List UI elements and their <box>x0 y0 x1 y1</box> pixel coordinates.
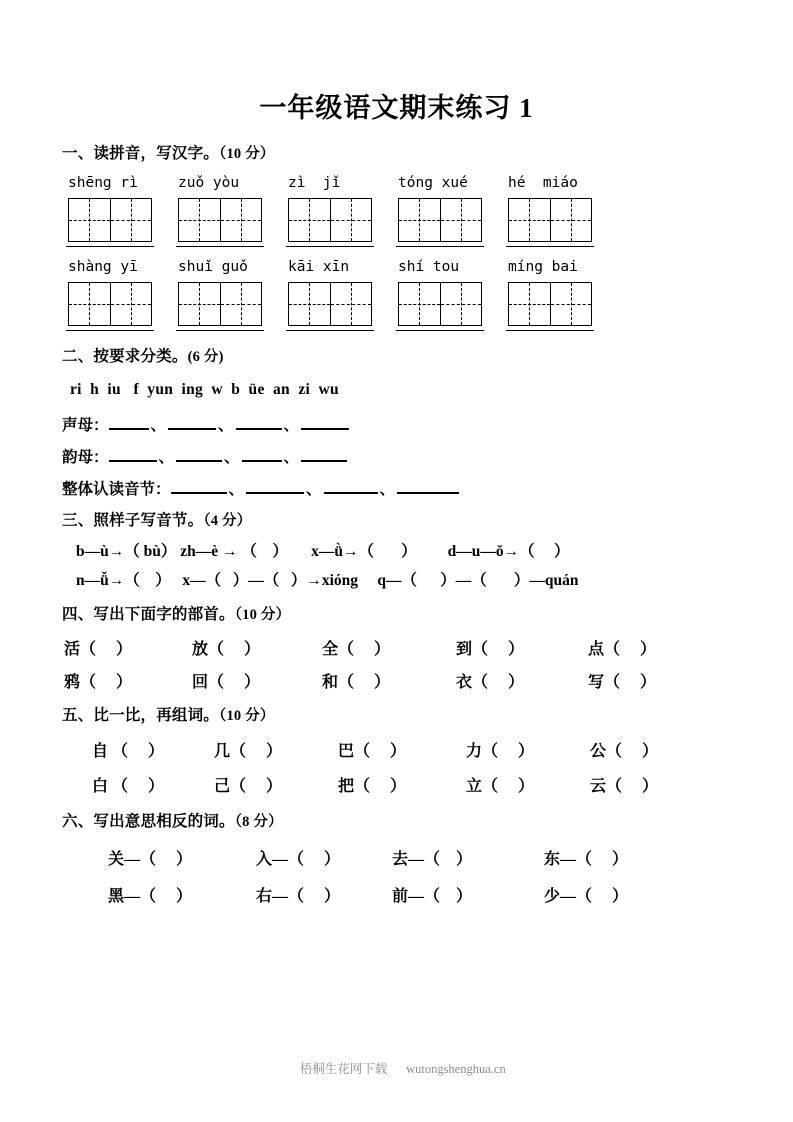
section-heading-5 <box>62 706 731 726</box>
answer-blank[interactable] <box>109 447 157 462</box>
compare-item[interactable]: 立（ ） <box>466 777 535 795</box>
character-box[interactable] <box>502 198 622 247</box>
tianzige-box[interactable] <box>288 198 372 242</box>
antonym-item[interactable]: 前—（ ） <box>392 887 473 905</box>
tianzige-cell[interactable] <box>550 199 592 241</box>
tianzige-box[interactable] <box>288 282 372 326</box>
character-box[interactable] <box>392 198 502 247</box>
baseline-rule <box>506 330 594 331</box>
radical-item[interactable]: 回（ ） <box>192 673 261 691</box>
pinyin-text: tóng xué <box>398 174 468 191</box>
tianzige-box[interactable] <box>508 198 592 242</box>
baseline-rule <box>396 330 484 331</box>
character-box[interactable] <box>282 282 392 331</box>
pinyin-text: zì jǐ <box>288 174 341 191</box>
pinyin-text: hé miáo <box>508 174 578 191</box>
pinyin-item <box>62 259 172 331</box>
separator: 、 <box>306 481 322 499</box>
pinyin-item <box>172 259 282 331</box>
category-line-yunmu <box>62 445 731 467</box>
antonym-item[interactable]: 少—（ ） <box>544 887 629 905</box>
pinyin-row-1 <box>62 175 731 247</box>
section-heading-4 <box>62 605 731 625</box>
tianzige-box[interactable] <box>398 282 482 326</box>
separator: 、 <box>283 417 300 435</box>
category-line-zhengti <box>62 477 731 499</box>
letters-pool: ri h iu f yun ing w b üe an zi wu <box>70 381 339 399</box>
radical-item[interactable]: 和（ ） <box>322 673 391 691</box>
section-3-score: （4 分） <box>203 513 252 530</box>
pinyin-item <box>282 175 392 247</box>
character-box[interactable] <box>502 282 622 331</box>
compare-item[interactable]: 自 （ ） <box>92 742 165 760</box>
baseline-rule <box>506 246 594 247</box>
answer-blank[interactable] <box>324 479 378 494</box>
answer-blank[interactable] <box>397 479 459 494</box>
tianzige-cell[interactable] <box>179 199 220 241</box>
tianzige-box[interactable] <box>398 198 482 242</box>
section-6-label: 六、写出意思相反的词。 <box>62 812 235 830</box>
tianzige-cell[interactable] <box>289 283 330 325</box>
pinyin-text: míng bai <box>508 258 578 275</box>
baseline-rule <box>286 246 374 247</box>
tianzige-cell[interactable] <box>399 199 440 241</box>
tianzige-cell[interactable] <box>69 199 110 241</box>
answer-blank[interactable] <box>176 447 222 462</box>
section-5-score: （10 分） <box>219 707 275 724</box>
character-box[interactable] <box>392 282 502 331</box>
radical-item[interactable]: 点（ ） <box>588 640 657 658</box>
pinyin-item <box>62 175 172 247</box>
tianzige-cell[interactable] <box>110 199 152 241</box>
antonym-item[interactable]: 右—（ ） <box>256 887 341 905</box>
tianzige-cell[interactable] <box>440 199 482 241</box>
footer-url: wutongshenghua.cn <box>406 1062 506 1076</box>
section-6-score: （8 分） <box>234 813 283 830</box>
pinyin-text: shàng yī <box>68 258 138 275</box>
character-box[interactable] <box>62 282 172 331</box>
answer-blank[interactable] <box>236 415 282 430</box>
tianzige-cell[interactable] <box>440 283 482 325</box>
radical-item[interactable]: 鸦（ ） <box>64 673 133 691</box>
separator: 、 <box>228 481 245 499</box>
tianzige-box[interactable] <box>178 198 262 242</box>
syllable-line-2[interactable]: n—ǚ→（ ） x—（ ）—（ ）→xióng q—（ ）—（ ）—quán <box>76 571 579 589</box>
section-2-score: (6 分) <box>187 349 224 366</box>
pinyin-item <box>392 175 502 247</box>
pinyin-item <box>502 175 622 247</box>
tianzige-cell[interactable] <box>220 283 262 325</box>
pinyin-text: shuǐ guǒ <box>178 258 248 275</box>
baseline-rule <box>176 330 264 331</box>
answer-blank[interactable] <box>109 415 149 430</box>
answer-blank[interactable] <box>242 447 282 462</box>
radical-row-2 <box>62 669 731 692</box>
separator: 、 <box>379 481 396 499</box>
separator: 、 <box>283 449 300 467</box>
category-label: 整体认读音节： <box>62 481 171 499</box>
antonym-item[interactable]: 去—（ ） <box>392 850 473 868</box>
compare-item[interactable]: 公（ ） <box>590 742 659 760</box>
character-box[interactable] <box>172 282 282 331</box>
pinyin-item <box>502 259 622 331</box>
compare-row-1 <box>62 738 731 761</box>
category-line-shengmu <box>62 413 731 435</box>
pinyin-item <box>172 175 282 247</box>
tianzige-cell[interactable] <box>220 199 262 241</box>
radical-item[interactable]: 写（ ） <box>588 673 657 691</box>
section-heading-6 <box>62 812 731 832</box>
compare-item[interactable]: 把（ ） <box>338 777 407 795</box>
character-box[interactable] <box>282 198 392 247</box>
separator: 、 <box>218 417 234 435</box>
pinyin-text: zuǒ yòu <box>178 174 240 191</box>
answer-blank[interactable] <box>171 479 227 494</box>
section-4-label: 四、写出下面字的部首。 <box>62 606 235 624</box>
page-title: 一年级语文期末练习 1 <box>259 93 534 123</box>
radical-item[interactable]: 全（ ） <box>322 640 391 658</box>
pinyin-item <box>392 259 502 331</box>
radical-row-1 <box>62 636 731 659</box>
tianzige-cell[interactable] <box>509 199 550 241</box>
section-4-score: （10 分） <box>234 607 291 624</box>
tianzige-cell[interactable] <box>550 283 592 325</box>
pinyin-item <box>282 259 392 331</box>
tianzige-cell[interactable] <box>69 283 110 325</box>
separator: 、 <box>224 449 240 467</box>
category-label: 声母： <box>62 417 109 435</box>
tianzige-cell[interactable] <box>509 283 550 325</box>
tianzige-box[interactable] <box>68 282 152 326</box>
tianzige-cell[interactable] <box>399 283 440 325</box>
section-heading-3 <box>62 511 731 531</box>
compare-item[interactable]: 己（ ） <box>214 777 283 795</box>
section-1-score: （10 分） <box>219 146 275 163</box>
compare-item[interactable]: 云（ ） <box>590 777 659 795</box>
radical-item[interactable]: 到（ ） <box>456 640 525 658</box>
baseline-rule <box>396 246 484 247</box>
tianzige-box[interactable] <box>178 282 262 326</box>
antonym-row-1 <box>62 846 731 869</box>
syllable-line-1[interactable]: b—ù→（ bù） zh—è → （ ） x—ǜ→（ ） d—u—ǒ→（ ） <box>76 542 570 560</box>
baseline-rule <box>286 330 374 331</box>
tianzige-cell[interactable] <box>330 199 372 241</box>
compare-item[interactable]: 白 （ ） <box>92 777 165 795</box>
antonym-item[interactable]: 关—（ ） <box>108 850 193 868</box>
footer-gap <box>387 1062 406 1076</box>
tianzige-box[interactable] <box>508 282 592 326</box>
answer-blank[interactable] <box>168 415 216 430</box>
compare-item[interactable]: 几（ ） <box>214 742 283 760</box>
section-2-label: 二、按要求分类。 <box>62 348 188 366</box>
pinyin-text: kāi xīn <box>288 258 350 275</box>
baseline-rule <box>66 330 154 331</box>
section-heading-1 <box>62 144 731 164</box>
radical-item[interactable]: 放（ ） <box>192 640 261 658</box>
compare-row-2 <box>62 773 731 796</box>
antonym-item[interactable]: 黑—（ ） <box>108 887 193 905</box>
category-label: 韵母： <box>62 449 109 467</box>
answer-blank[interactable] <box>301 415 349 430</box>
tianzige-cell[interactable] <box>289 199 330 241</box>
tianzige-cell[interactable] <box>179 283 220 325</box>
antonym-row-2 <box>62 883 731 906</box>
baseline-rule <box>66 246 154 247</box>
compare-item[interactable]: 力（ ） <box>466 742 535 760</box>
radical-item[interactable]: 衣（ ） <box>456 673 525 691</box>
section-1-label: 一、读拼音，写汉字。 <box>62 145 220 163</box>
antonym-item[interactable]: 入—（ ） <box>256 850 341 868</box>
baseline-rule <box>176 246 264 247</box>
pinyin-text: shēng rì <box>68 174 138 191</box>
pinyin-row-2 <box>62 259 731 331</box>
answer-blank[interactable] <box>246 479 304 494</box>
radical-item[interactable]: 活（ ） <box>64 640 133 658</box>
tianzige-box[interactable] <box>68 198 152 242</box>
character-box[interactable] <box>172 198 282 247</box>
footer-watermark <box>0 1044 793 1092</box>
compare-item[interactable]: 巴（ ） <box>338 742 407 760</box>
answer-blank[interactable] <box>301 447 347 462</box>
tianzige-cell[interactable] <box>110 283 152 325</box>
antonym-item[interactable]: 东—（ ） <box>544 850 629 868</box>
section-heading-2 <box>62 347 731 367</box>
section-5-label: 五、比一比，再组词。 <box>62 706 220 724</box>
separator: 、 <box>158 449 175 467</box>
character-box[interactable] <box>62 198 172 247</box>
footer-site-name: 梧桐生花网下载 <box>299 1062 388 1076</box>
pinyin-text: shí tou <box>398 258 460 275</box>
tianzige-cell[interactable] <box>330 283 372 325</box>
section-3-label: 三、照样子写音节。 <box>62 512 204 530</box>
separator: 、 <box>150 417 167 435</box>
